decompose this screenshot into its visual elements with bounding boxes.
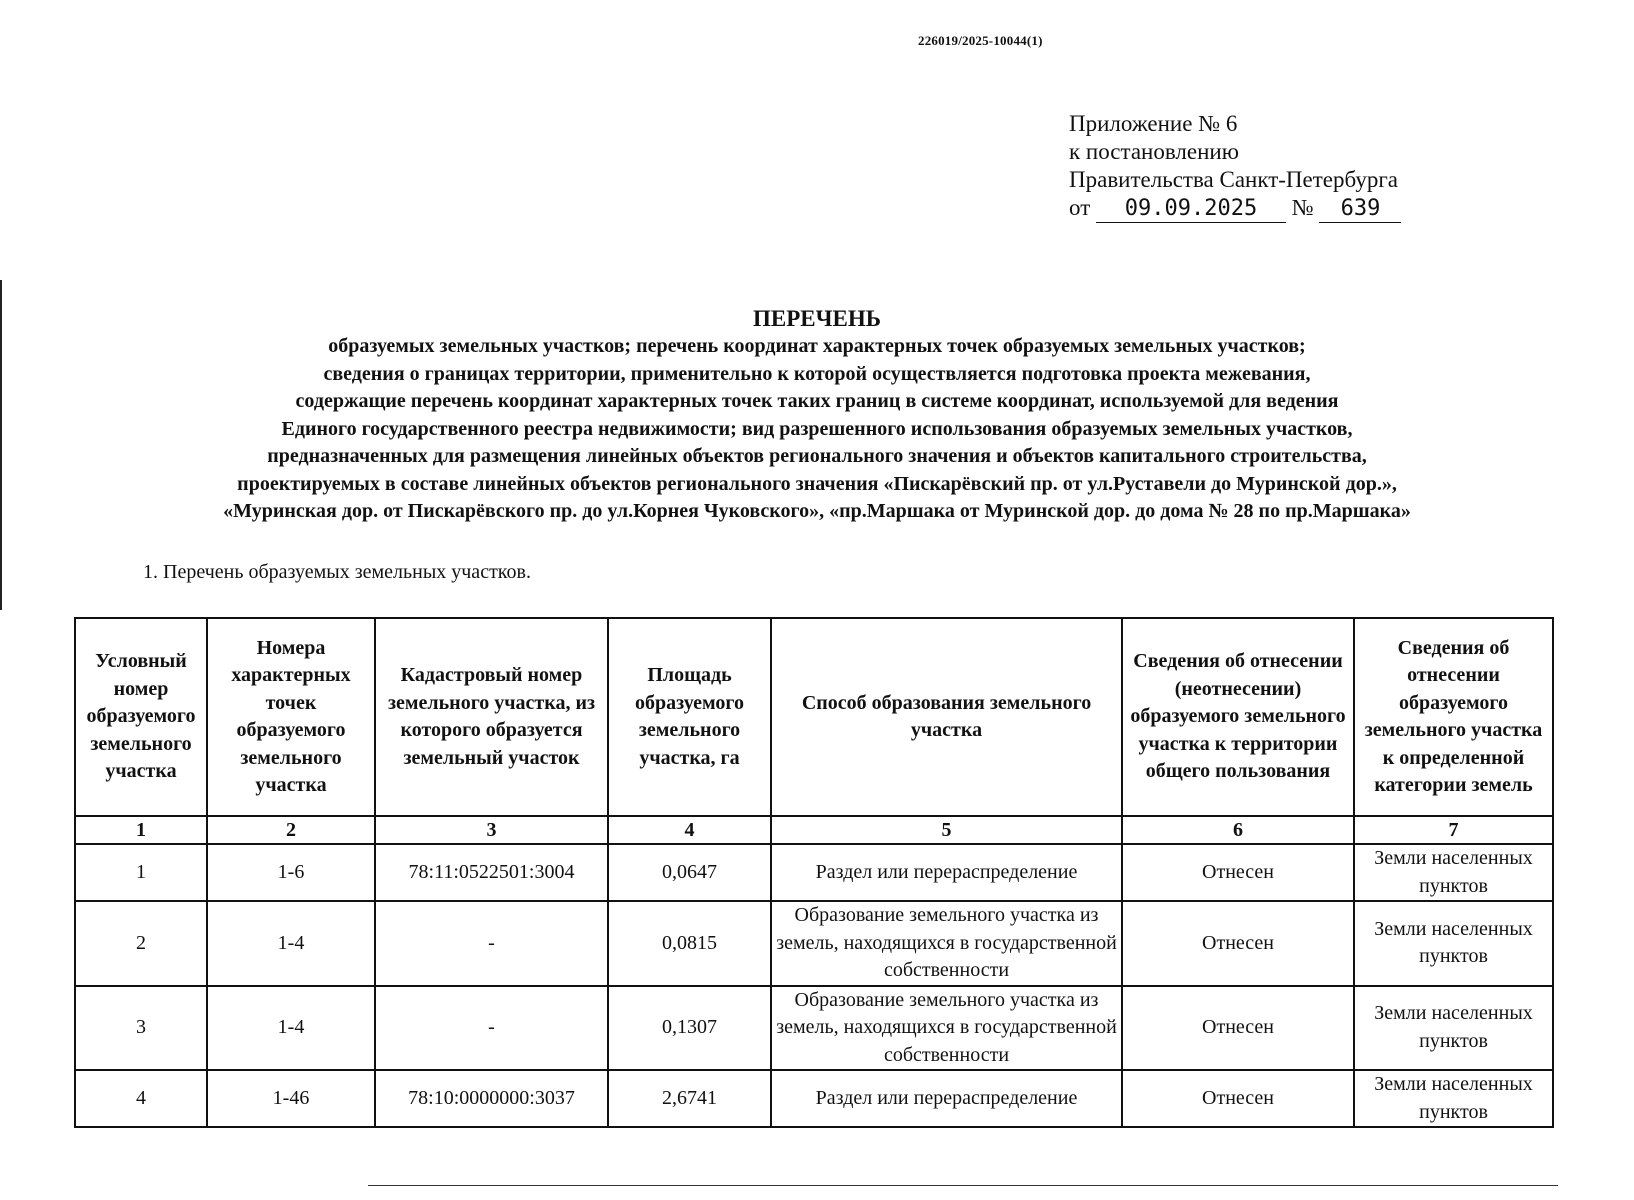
public-use-status: Отнесен [1122,901,1354,986]
plot-number: 2 [75,901,207,986]
cadastral-number: 78:11:0522501:3004 [375,844,608,901]
plot-number: 3 [75,986,207,1071]
column-number: 6 [1122,816,1354,844]
formation-method: Образование земельного участка из земель, находящихся в государственной собственности [771,901,1122,986]
plot-number: 4 [75,1070,207,1127]
plot-number: 1 [75,844,207,901]
formation-method: Образование земельного участка из земель, находящихся в государственной собственности [771,986,1122,1071]
registration-number: 226019/2025-10044(1) [918,33,1043,48]
appendix-line-2: к постановлению [1069,139,1239,164]
column-number: 5 [771,816,1122,844]
land-category: Земли населенных пунктов [1354,1070,1553,1127]
title-line: содержащие перечень координат характерных точек таких границ в системе координат, используемой для ведения [295,390,1339,412]
table-row [75,901,1553,986]
cadastral-number: - [375,901,608,986]
header-cell: Номера характерных точек образуемого земельного участка [207,618,375,816]
public-use-status: Отнесен [1122,844,1354,901]
table-row [75,844,1553,901]
title-line: «Муринская дор. от Пискарёвского пр. до ул.Корнея Чуковского», «пр.Маршака от Муринской дор. до дома № 28 по пр.Маршака» [223,500,1411,522]
table-header-row [75,618,1553,816]
header-cell: Условный номер образуемого земельного участка [75,618,207,816]
plot-area: 2,6741 [608,1070,771,1127]
header-cell: Кадастровый номер земельного участка, из которого образуется земельный участок [375,618,608,816]
appendix-line-1: Приложение № 6 [1069,111,1238,136]
header-cell: Площадь образуемого земельного участка, га [608,618,771,816]
resolution-number: 639 [1319,196,1401,223]
title-line: сведения о границах территории, применительно к которой осуществляется подготовка проекта межевания, [323,362,1311,385]
land-category: Земли населенных пунктов [1354,901,1553,986]
boundary-points: 1-4 [207,901,375,986]
plot-area: 0,0815 [608,901,771,986]
cadastral-number: - [375,986,608,1071]
boundary-points: 1-6 [207,844,375,901]
plot-area: 0,1307 [608,986,771,1071]
land-plots-table [74,617,1554,1128]
cadastral-number: 78:10:0000000:3037 [375,1070,608,1127]
column-number: 7 [1354,816,1553,844]
boundary-points: 1-46 [207,1070,375,1127]
resolution-date: 09.09.2025 [1096,196,1286,223]
public-use-status: Отнесен [1122,1070,1354,1127]
table-row [75,1070,1553,1127]
document-title [0,305,1634,526]
appendix-line-3: Правительства Санкт-Петербурга [1069,167,1398,192]
public-use-status: Отнесен [1122,986,1354,1071]
appendix-block [1069,110,1401,223]
title-line: Единого государственного реестра недвижимости; вид разрешенного использования образуемых земельных участков, [281,417,1353,440]
title-line: предназначенных для размещения линейных объектов регионального значения и объектов капитального строительства, [267,445,1367,467]
column-number: 4 [608,816,771,844]
title-line: образуемых земельных участков; перечень координат характерных точек образуемых земельных участков; [328,335,1306,357]
header-cell: Сведения об отнесении (неотнесении) образуемого земельного участка к территории общего пользования [1122,618,1354,816]
formation-method: Раздел или перераспределение [771,844,1122,901]
column-number: 3 [375,816,608,844]
boundary-points: 1-4 [207,986,375,1071]
header-cell: Способ образования земельного участка [771,618,1122,816]
land-category: Земли населенных пунктов [1354,844,1553,901]
land-category: Земли населенных пунктов [1354,986,1553,1071]
title-line: проектируемых в составе линейных объектов регионального значения «Пискарёвский пр. от ул.Руставели до Муринской дор.», [237,472,1397,495]
column-number: 1 [75,816,207,844]
formation-method: Раздел или перераспределение [771,1070,1122,1127]
number-label: № [1291,195,1314,220]
column-number: 2 [207,816,375,844]
section-1-label: 1. Перечень образуемых земельных участков. [143,561,531,583]
plot-area: 0,0647 [608,844,771,901]
appendix-date-line [1069,194,1401,223]
header-cell: Сведения об отнесении образуемого земельного участка к определенной категории земель [1354,618,1553,816]
from-label: от [1069,195,1091,220]
title-heading: ПЕРЕЧЕНЬ [753,306,881,331]
column-number-row [75,816,1553,844]
page-bottom-rule [368,1185,1558,1186]
table-row [75,986,1553,1071]
